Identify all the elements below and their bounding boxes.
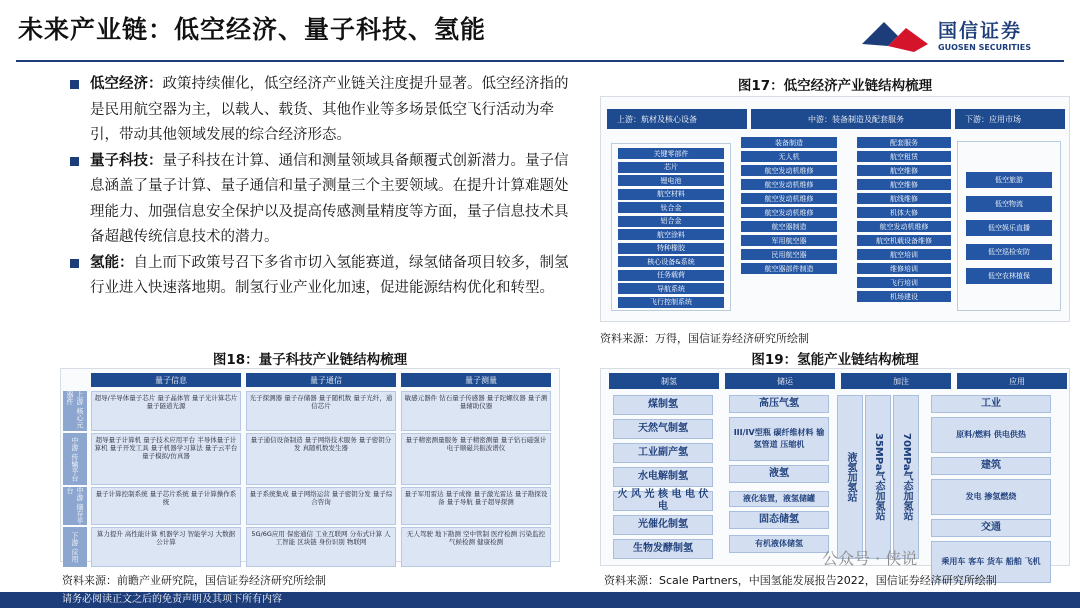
fig17-down-item: 低空巡检安防 [966,244,1052,260]
fig17-up-item: 特种橡胶 [618,243,724,254]
fig17-up-item: 芯片 [618,162,724,173]
fig19-stage: 制氢 [609,373,719,389]
logo-cn: 国信证券 [938,20,1023,42]
fig17-diagram [600,96,1070,322]
fig18-cell: 量子军用雷达 量子成像 量子激光雷达 量子勘探设备 量子导航 量子超导探测 [401,487,551,525]
fig19-use-item: 建筑 [931,457,1051,475]
fig18-cell: 量子系统集成 量子网络运营 量子密钥分发 量子综合咨询 [246,487,396,525]
fig17-mid-item: 航空发动机维修 [741,207,837,218]
fig17-mid-item: 机场建设 [857,291,951,302]
fig18-row-label: 下游 应用 [63,527,87,567]
fig19-store-item: 固态储氢 [729,511,829,529]
fig19-prod-item: 煤制氢 [613,395,713,415]
fig18-source: 资料来源：前瞻产业研究院，国信证券经济研究所绘制 [62,574,326,587]
fig17-source: 资料来源：万得，国信证券经济研究所绘制 [600,332,809,345]
fig19-store-item: III/IV型瓶 碳纤维材料 输氢管道 压缩机 [729,417,829,461]
fig17-mid-item: 航空租赁 [857,151,951,162]
fig19-use-item: 发电 掺氢燃烧 [931,479,1051,515]
fig17-mid-item: 航空培训 [857,249,951,260]
bullet-quantum: 量子科技：量子科技在计算、通信和测量领域具备颠覆式创新潜力。量子信息涵盖了量子计算、量子通信和量子测量三个主要领域。在提升计算难题处理能力、加强信息安全保护以及提高传感测量精度等方面，量子信息技术具备超越传统信息技术的潜力。 [70,149,570,251]
fig19-use-item: 工业 [931,395,1051,413]
fig19-prod-item: 工业副产氢 [613,443,713,463]
fig17-mid-item: 配套服务 [857,137,951,148]
fig17-up-item: 钛合金 [618,202,724,213]
watermark: 公众号 · 侠说 [822,549,918,568]
fig19-prod-item: 火 风 光 核 电 电 伏 电 [613,491,713,511]
logo [858,14,1068,60]
fig18-caption: 图18：量子科技产业链结构梳理 [212,352,408,368]
fig17-midstream: 中游：装备制造及配套服务 [751,109,951,129]
fig17-mid-item: 航空器制造 [741,221,837,232]
fig18-diagram [60,368,560,562]
fig17-downstream: 下游：应用市场 [955,109,1065,129]
fig17-up-item: 飞行控制系统 [618,297,724,308]
fig18-cell: 超导/半导体量子芯片 量子晶体管 量子光计算芯片 量子隧道光源 [91,391,241,431]
fig19-fill-item: 35MPa气态加氢站 [865,395,891,559]
fig17-down-item: 低空农林植保 [966,268,1052,284]
fig17-up-item: 关键零部件 [618,148,724,159]
fig17-up-item: 航空材料 [618,189,724,200]
fig18-cell: 5G/6G应用 保密通信 工业互联网 分布式计算 人工智能 区块链 身份识别 物联网 [246,527,396,567]
fig19-source: 资料来源：Scale Partners，中国氢能发展报告2022，国信证券经济研究所绘制 [604,574,997,587]
fig17-caption: 图17：低空经济产业链结构梳理 [737,78,933,94]
fig19-store-item: 液化装置，液氢储罐 [729,491,829,507]
fig17-mid-item: 航空器部件制造 [741,263,837,274]
fig17-mid-item: 航空维修 [857,179,951,190]
fig18-row-label: 中游 储存平台 [63,487,87,525]
fig19-stage: 储运 [725,373,835,389]
fig17-mid-item: 飞行培训 [857,277,951,288]
fig19-caption: 图19：氢能产业链结构梳理 [751,352,919,368]
fig17-mid-item: 航空机载设备维修 [857,235,951,246]
fig18-cell: 量子计算控制系统 量子芯片系统 量子计算操作系统 [91,487,241,525]
fig18-col-header: 量子信息 [91,373,241,387]
fig19-diagram [600,368,1070,566]
fig19-store-item: 有机液体储氢 [729,535,829,553]
fig17-mid-item: 航空维修 [857,165,951,176]
fig19-store-item: 高压气氢 [729,395,829,413]
fig19-use-item: 原料/燃料 供电供热 [931,417,1051,453]
footer-disclaimer: 请务必阅读正文之后的免责声明及其项下所有内容 [0,592,1080,608]
fig19-prod-item: 水电解制氢 [613,467,713,487]
fig19-prod-item: 天然气制氢 [613,419,713,439]
fig17-mid-item: 民用航空器 [741,249,837,260]
fig19-stage: 加注 [841,373,951,389]
fig19-prod-item: 光催化制氢 [613,515,713,535]
fig19-prod-item: 生物发酵制氢 [613,539,713,559]
fig17-mid-item: 军用航空器 [741,235,837,246]
fig18-cell: 量子通信设备制造 量子网络技术服务 量子密钥分发 真随机数发生器 [246,433,396,485]
fig19-stage: 应用 [957,373,1067,389]
guosen-logo-icon [858,14,932,58]
title-rule [16,60,1064,62]
fig17-mid-item: 装备制造 [741,137,837,148]
page-title: 未来产业链：低空经济、量子科技、氢能 [18,15,487,44]
fig17-down-item: 低空娱乐直播 [966,220,1052,236]
fig17-up-item: 导航系统 [618,283,724,294]
fig19-use-item: 交通 [931,519,1051,537]
fig17-mid-item: 航空发动机维修 [741,179,837,190]
fig19-fill-item: 液氢加氢站 [837,395,863,559]
fig18-cell: 超导量子计算机 量子技术应用平台 半导体量子计算机 量子开发工具 量子机器学习算法 量子云平台 量子模拟/仿真器 [91,433,241,485]
fig17-mid-item: 航空发动机维修 [741,193,837,204]
fig17-mid-item: 航空发动机维修 [857,221,951,232]
logo-en: GUOSEN SECURITIES [938,43,1031,52]
fig18-cell: 敏感元器件 钻石量子传感器 量子陀螺仪器 量子测量辅助仪器 [401,391,551,431]
fig17-mid-item: 无人机 [741,151,837,162]
fig17-upstream: 上游：航材及核心设备 [607,109,747,129]
fig18-cell: 算力提升 高性能计算 机器学习 智能学习 大数据 公计算 [91,527,241,567]
fig18-cell: 光子探测器 量子存储器 量子随机数 量子光纤，通信芯片 [246,391,396,431]
fig17-up-item: 铝合金 [618,216,724,227]
fig18-col-header: 量子测量 [401,373,551,387]
fig17-down-item: 低空物流 [966,196,1052,212]
fig18-col-header: 量子通信 [246,373,396,387]
fig17-mid-item: 机体大修 [857,207,951,218]
fig19-use-item: 乘用车 客车 货车 船舶 飞机 [931,541,1051,583]
fig17-mid-item: 航线维修 [857,193,951,204]
fig17-up-item: 任务载荷 [618,270,724,281]
fig17-up-item: 航空涂料 [618,229,724,240]
fig19-fill-item: 70MPa气态加氢站 [893,395,919,559]
bullet-list [70,72,570,302]
bullet-hydrogen: 氢能：自上而下政策号召下多省市切入氢能赛道，绿氢储备项目较多，制氢行业进入快速落地期。制氢行业产业化加速，促进能源结构优化和转型。 [70,251,570,302]
fig17-mid-item: 维修培训 [857,263,951,274]
fig18-cell: 无人驾驶 地下勘测 空中管制 医疗检测 污染监控 气候检测 健康检测 [401,527,551,567]
bullet-low-altitude: 低空经济：政策持续催化，低空经济产业链关注度提升显著。低空经济指的是民用航空器为主，以载人、载货、其他作业等多场景低空飞行活动为牵引，带动其他领域发展的综合经济形态。 [70,72,570,149]
fig19-store-item: 液氢 [729,465,829,483]
fig17-up-item: 核心设备&系统 [618,256,724,267]
fig18-row-label: 上游 核心元器件 [63,391,87,431]
fig17-mid-item: 航空发动机维修 [741,165,837,176]
fig18-row-label: 中游 传输平台 [63,433,87,485]
fig17-down-item: 低空旅游 [966,172,1052,188]
fig18-cell: 量子精密测量服务 量子精密测量 量子钻石磁强计 电子顺磁共振波谱仪 [401,433,551,485]
fig17-up-item: 锂电池 [618,175,724,186]
